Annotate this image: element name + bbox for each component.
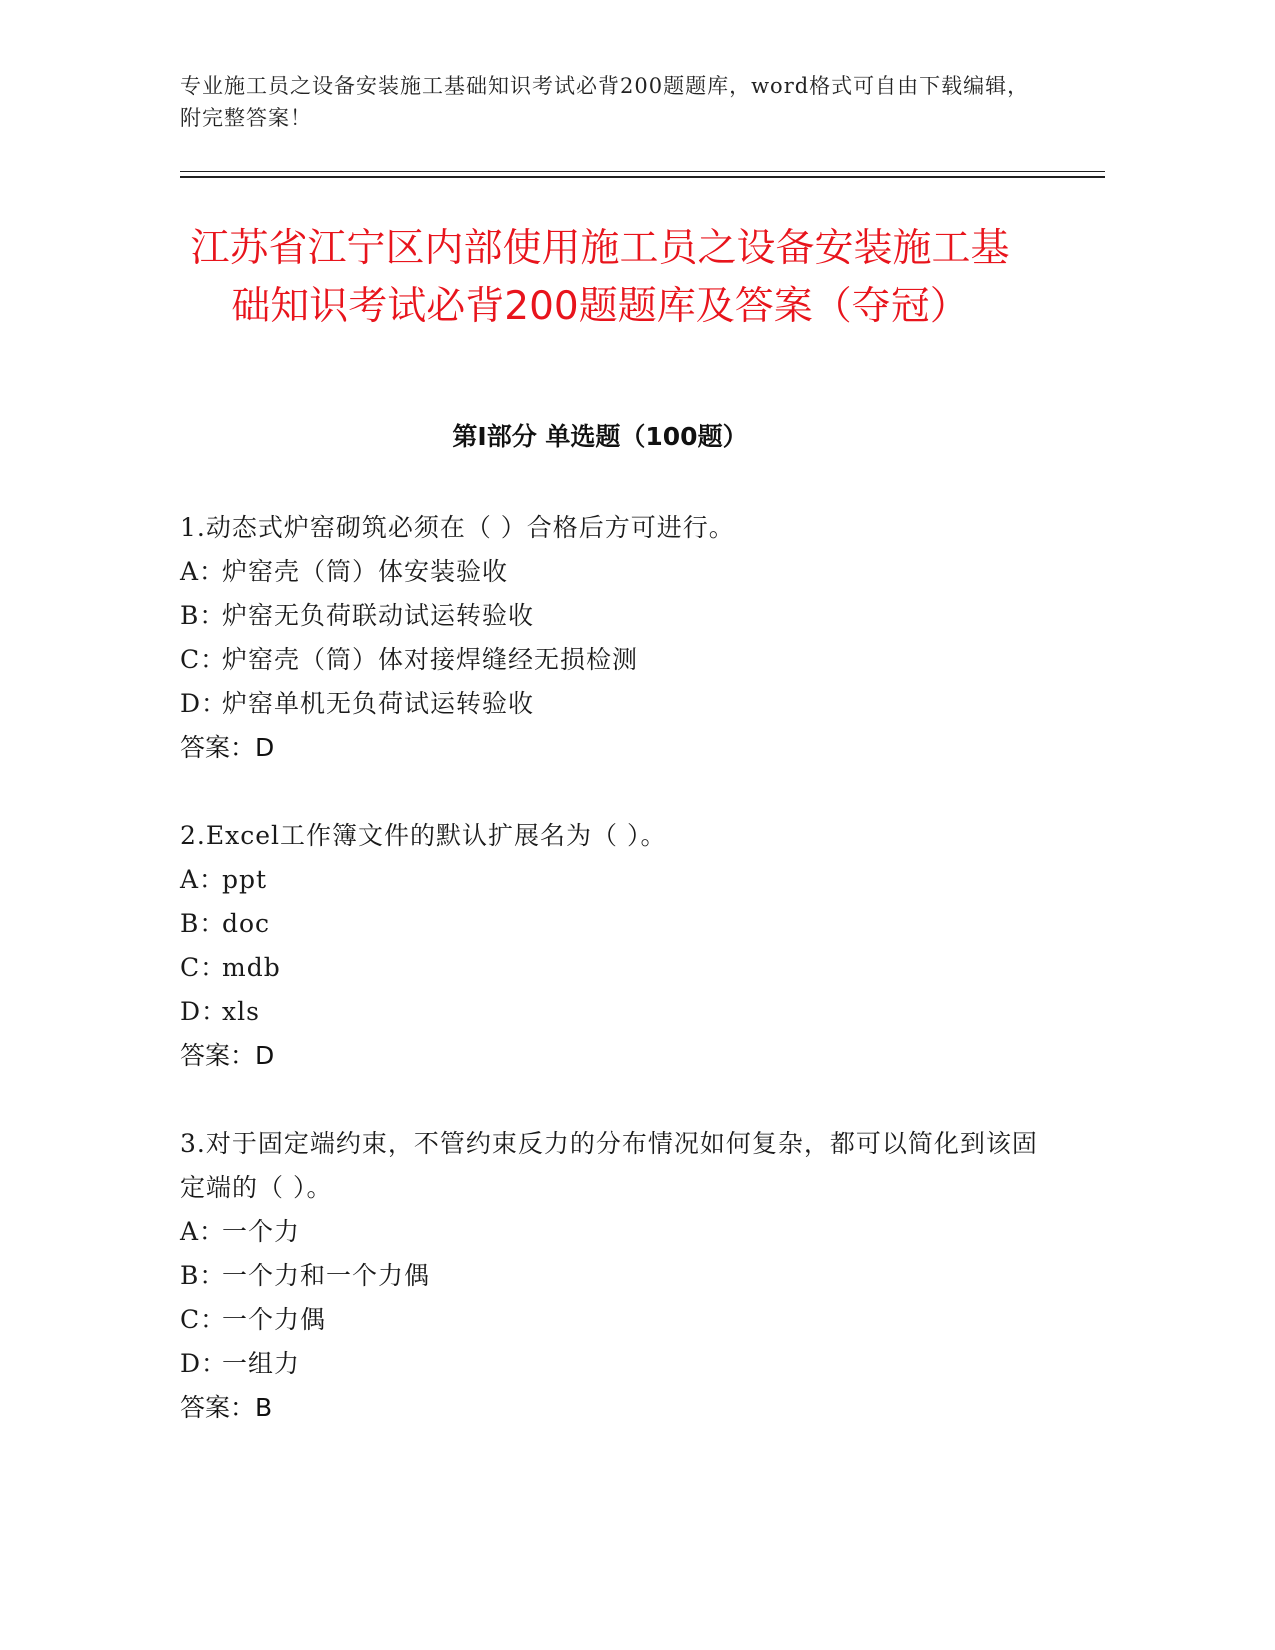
question-option-b [180, 1254, 1040, 1298]
question-option-c [180, 638, 1040, 682]
question-answer: 答案：D [180, 1041, 275, 1070]
option-text: mdb [222, 953, 281, 982]
option-key: D： [180, 689, 228, 718]
header-divider-thin [180, 171, 1105, 172]
option-key: A： [180, 1217, 226, 1246]
question-option-b [180, 902, 1040, 946]
option-key: B： [180, 601, 226, 630]
option-text: 炉窑壳（筒）体安装验收 [222, 557, 509, 586]
question-option-a [180, 858, 1040, 902]
option-key: A： [180, 557, 226, 586]
option-text: xls [222, 997, 260, 1026]
question-item [180, 506, 1040, 770]
question-option-c [180, 1298, 1040, 1342]
option-text: 一组力 [222, 1349, 301, 1378]
option-key: C： [180, 1305, 227, 1334]
option-key: C： [180, 645, 227, 674]
question-option-c [180, 946, 1040, 990]
header-divider-thick [180, 176, 1105, 178]
option-key: B： [180, 1261, 226, 1290]
option-key: C： [180, 953, 227, 982]
question-answer: 答案：D [180, 733, 275, 762]
option-key: D： [180, 997, 228, 1026]
question-item [180, 1122, 1040, 1430]
question-option-b [180, 594, 1040, 638]
option-text: 炉窑单机无负荷试运转验收 [222, 689, 535, 718]
question-stem: 1.动态式炉窑砌筑必须在（ ）合格后方可进行。 [180, 513, 735, 542]
question-option-d [180, 682, 1040, 726]
section-title: 第Ⅰ部分 单选题（100题） [452, 422, 748, 451]
question-item [180, 814, 1040, 1078]
question-option-d [180, 1342, 1040, 1386]
question-answer: 答案：B [180, 1393, 273, 1422]
option-text: 一个力和一个力偶 [222, 1261, 431, 1290]
question-stem: 2.Excel工作簿文件的默认扩展名为（ ）。 [180, 821, 667, 850]
option-key: B： [180, 909, 226, 938]
option-text: ppt [222, 865, 268, 894]
question-list [180, 506, 1040, 1474]
option-text: 炉窑壳（筒）体对接焊缝经无损检测 [222, 645, 639, 674]
option-text: 炉窑无负荷联动试运转验收 [222, 601, 535, 630]
question-stem: 3.对于固定端约束，不管约束反力的分布情况如何复杂，都可以简化到该固定端的（ ）。 [180, 1129, 1038, 1202]
option-text: doc [222, 909, 271, 938]
question-option-a [180, 550, 1040, 594]
question-option-d [180, 990, 1040, 1034]
option-key: D： [180, 1349, 228, 1378]
option-key: A： [180, 865, 226, 894]
question-option-a [180, 1210, 1040, 1254]
header-note: 专业施工员之设备安装施工基础知识考试必背200题题库，word格式可自由下载编辑，附完整答案！ [180, 74, 1030, 130]
option-text: 一个力 [222, 1217, 301, 1246]
document-title: 江苏省江宁区内部使用施工员之设备安装施工基础知识考试必背200题题库及答案（夺冠） [190, 226, 1010, 329]
option-text: 一个力偶 [222, 1305, 327, 1334]
